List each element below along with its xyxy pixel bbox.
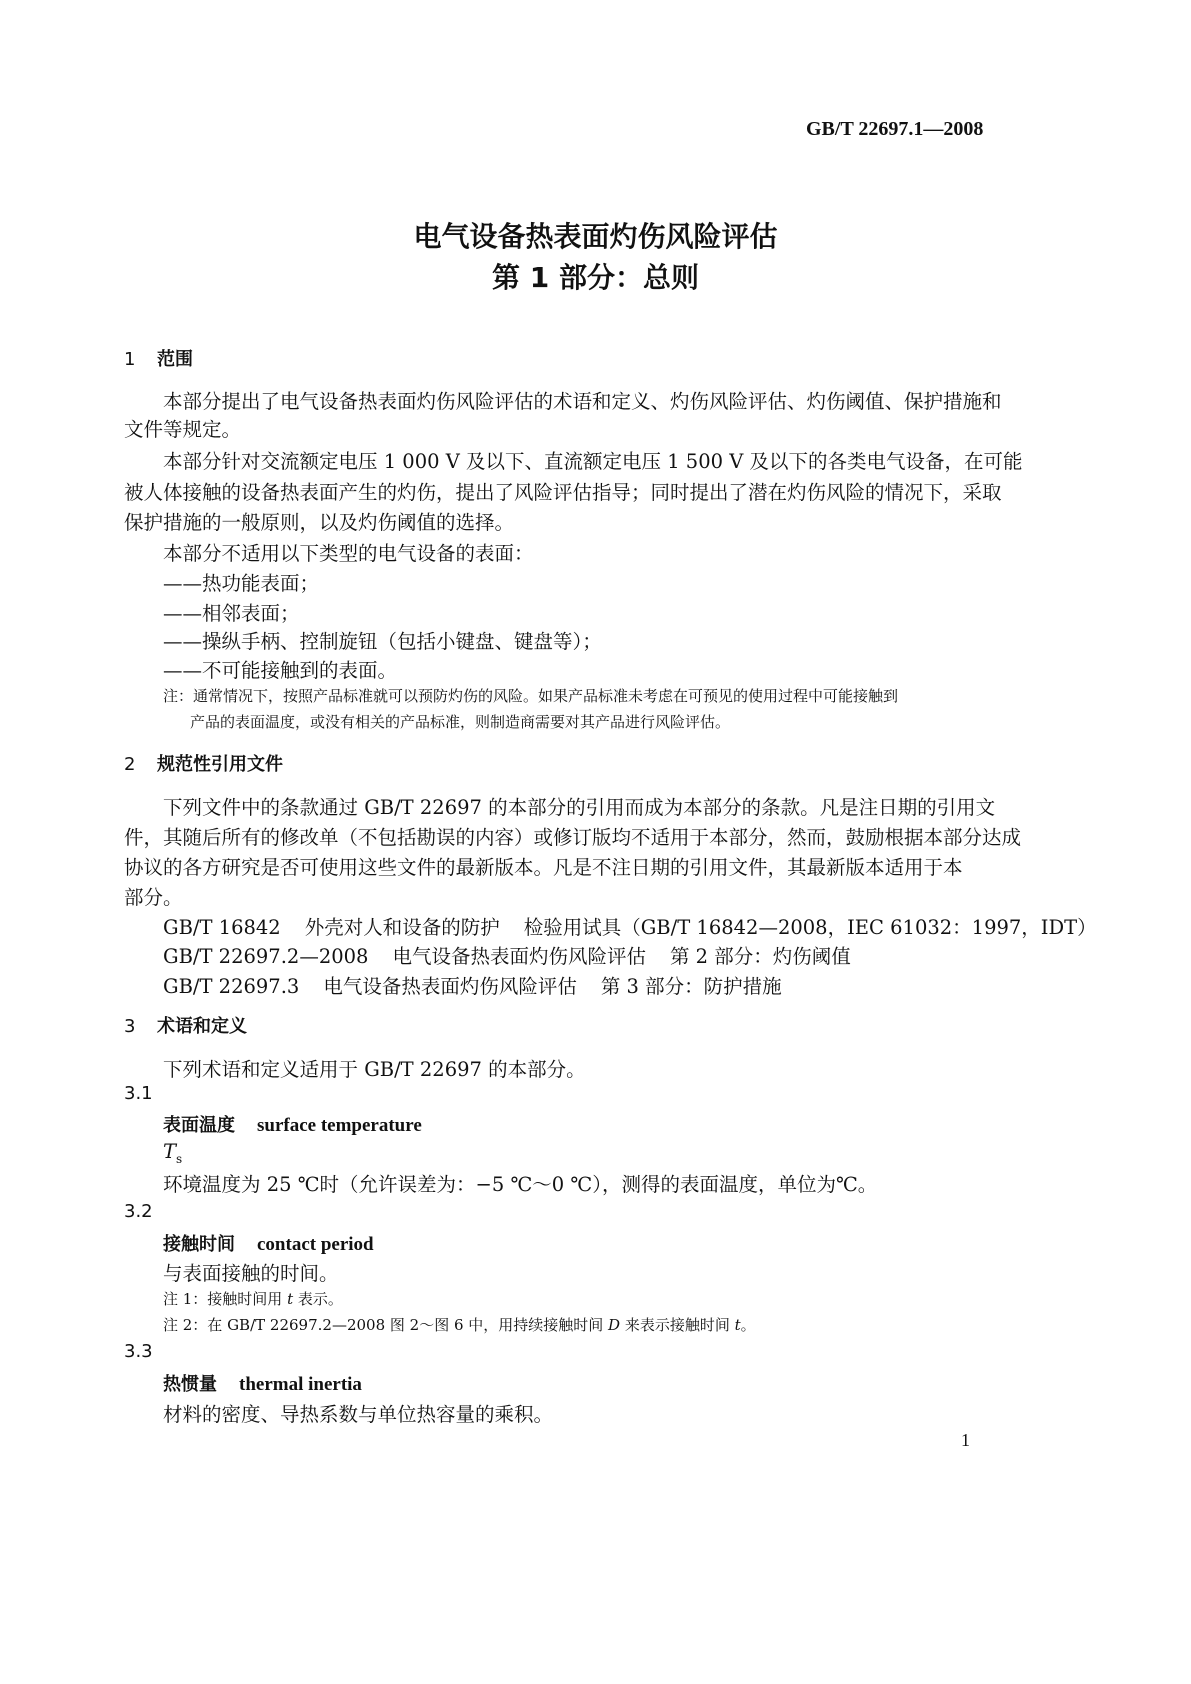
symbol-letter: T bbox=[163, 1140, 177, 1163]
list-item: ——热功能表面； bbox=[163, 572, 320, 595]
reference-item bbox=[163, 941, 851, 969]
term-english: surface temperature bbox=[257, 1115, 422, 1136]
document-subtitle: 第 1 部分：总则 bbox=[492, 261, 699, 294]
section-title: 规范性引用文件 bbox=[157, 754, 283, 775]
standard-number: GB/T 22697.1—2008 bbox=[806, 118, 984, 140]
reference-item bbox=[163, 971, 782, 999]
term-heading bbox=[163, 1111, 422, 1137]
reference-code: GB/T 16842 bbox=[163, 916, 281, 939]
note-line bbox=[163, 1288, 343, 1309]
term-definition: 环境温度为 25 ℃时（允许误差为：−5 ℃～0 ℃），测得的表面温度，单位为℃。 bbox=[163, 1173, 878, 1196]
term-chinese: 接触时间 bbox=[163, 1234, 235, 1255]
note-text: 来表示接触时间 bbox=[620, 1316, 735, 1334]
symbol-subscript: s bbox=[176, 1151, 183, 1166]
clause-number: 3.2 bbox=[124, 1201, 153, 1222]
reference-detail: 第 2 部分：灼伤阈值 bbox=[669, 945, 851, 968]
reference-detail: 第 3 部分：防护措施 bbox=[600, 975, 782, 998]
term-definition: 材料的密度、导热系数与单位热容量的乘积。 bbox=[163, 1403, 554, 1426]
reference-code: GB/T 22697.3 bbox=[163, 975, 300, 998]
paragraph-line: 本部分针对交流额定电压 1 000 V 及以下、直流额定电压 1 500 V 及以下的各类电气设备，在可能 bbox=[163, 450, 1023, 473]
section-number: 2 bbox=[124, 754, 136, 775]
note-text: 注 1：接触时间用 bbox=[163, 1290, 288, 1308]
term-symbol bbox=[163, 1140, 182, 1166]
section-number: 3 bbox=[124, 1016, 136, 1037]
paragraph-line: 协议的各方研究是否可使用这些文件的最新版本。凡是不注日期的引用文件，其最新版本适用于本 bbox=[124, 856, 963, 879]
reference-item bbox=[163, 912, 1097, 940]
list-item: ——操纵手柄、控制旋钮（包括小键盘、键盘等）； bbox=[163, 630, 602, 653]
reference-detail: 检验用试具（GB/T 16842—2008，IEC 61032：1997，IDT） bbox=[523, 916, 1097, 939]
paragraph-line: 本部分不适用以下类型的电气设备的表面： bbox=[163, 542, 534, 565]
note-variable: D bbox=[608, 1316, 621, 1334]
paragraph-line: 被人体接触的设备热表面产生的灼伤，提出了风险评估指导；同时提出了潜在灼伤风险的情况下，采取 bbox=[124, 481, 1002, 504]
note-line: 注：通常情况下，按照产品标准就可以预防灼伤的风险。如果产品标准未考虑在可预见的使用过程中可能接触到 bbox=[163, 687, 899, 705]
paragraph-line: 文件等规定。 bbox=[124, 418, 242, 441]
reference-code: GB/T 22697.2—2008 bbox=[163, 945, 369, 968]
page-number: 1 bbox=[961, 1430, 970, 1450]
section-1-heading bbox=[124, 345, 193, 371]
note-line: 产品的表面温度，或没有相关的产品标准，则制造商需要对其产品进行风险评估。 bbox=[190, 713, 731, 731]
term-definition: 与表面接触的时间。 bbox=[163, 1262, 339, 1285]
note-text: 表示。 bbox=[293, 1290, 343, 1308]
section-number: 1 bbox=[124, 349, 136, 370]
term-english: contact period bbox=[257, 1234, 374, 1255]
paragraph-line: 部分。 bbox=[124, 886, 183, 909]
term-heading bbox=[163, 1230, 374, 1256]
paragraph-line: 下列文件中的条款通过 GB/T 22697 的本部分的引用而成为本部分的条款。凡是注日期的引用文 bbox=[163, 796, 996, 819]
term-chinese: 表面温度 bbox=[163, 1115, 235, 1136]
term-heading bbox=[163, 1370, 362, 1396]
list-item: ——不可能接触到的表面。 bbox=[163, 659, 398, 682]
reference-title: 电气设备热表面灼伤风险评估 bbox=[392, 945, 646, 968]
reference-title: 电气设备热表面灼伤风险评估 bbox=[323, 975, 577, 998]
section-title: 术语和定义 bbox=[157, 1016, 247, 1037]
note-variable: t bbox=[734, 1316, 741, 1334]
paragraph-line: 下列术语和定义适用于 GB/T 22697 的本部分。 bbox=[163, 1058, 586, 1081]
note-text: 注 2：在 GB/T 22697.2—2008 图 2～图 6 中，用持续接触时间 bbox=[163, 1316, 609, 1334]
note-line bbox=[163, 1314, 756, 1335]
note-variable: t bbox=[287, 1290, 294, 1308]
clause-number: 3.1 bbox=[124, 1083, 153, 1104]
section-title: 范围 bbox=[157, 349, 193, 370]
note-text: 。 bbox=[740, 1316, 756, 1334]
term-english: thermal inertia bbox=[239, 1374, 362, 1395]
reference-title: 外壳对人和设备的防护 bbox=[304, 916, 500, 939]
paragraph-line: 保护措施的一般原则，以及灼伤阈值的选择。 bbox=[124, 511, 515, 534]
list-item: ——相邻表面； bbox=[163, 602, 300, 625]
section-2-heading bbox=[124, 750, 283, 776]
clause-number: 3.3 bbox=[124, 1341, 153, 1362]
term-chinese: 热惯量 bbox=[163, 1374, 217, 1395]
section-3-heading bbox=[124, 1012, 247, 1038]
paragraph-line: 件，其随后所有的修改单（不包括勘误的内容）或修订版均不适用于本部分，然而，鼓励根据本部分达成 bbox=[124, 826, 1022, 849]
paragraph-line: 本部分提出了电气设备热表面灼伤风险评估的术语和定义、灼伤风险评估、灼伤阈值、保护措施和 bbox=[163, 390, 1002, 413]
document-title: 电气设备热表面灼伤风险评估 bbox=[413, 220, 778, 253]
